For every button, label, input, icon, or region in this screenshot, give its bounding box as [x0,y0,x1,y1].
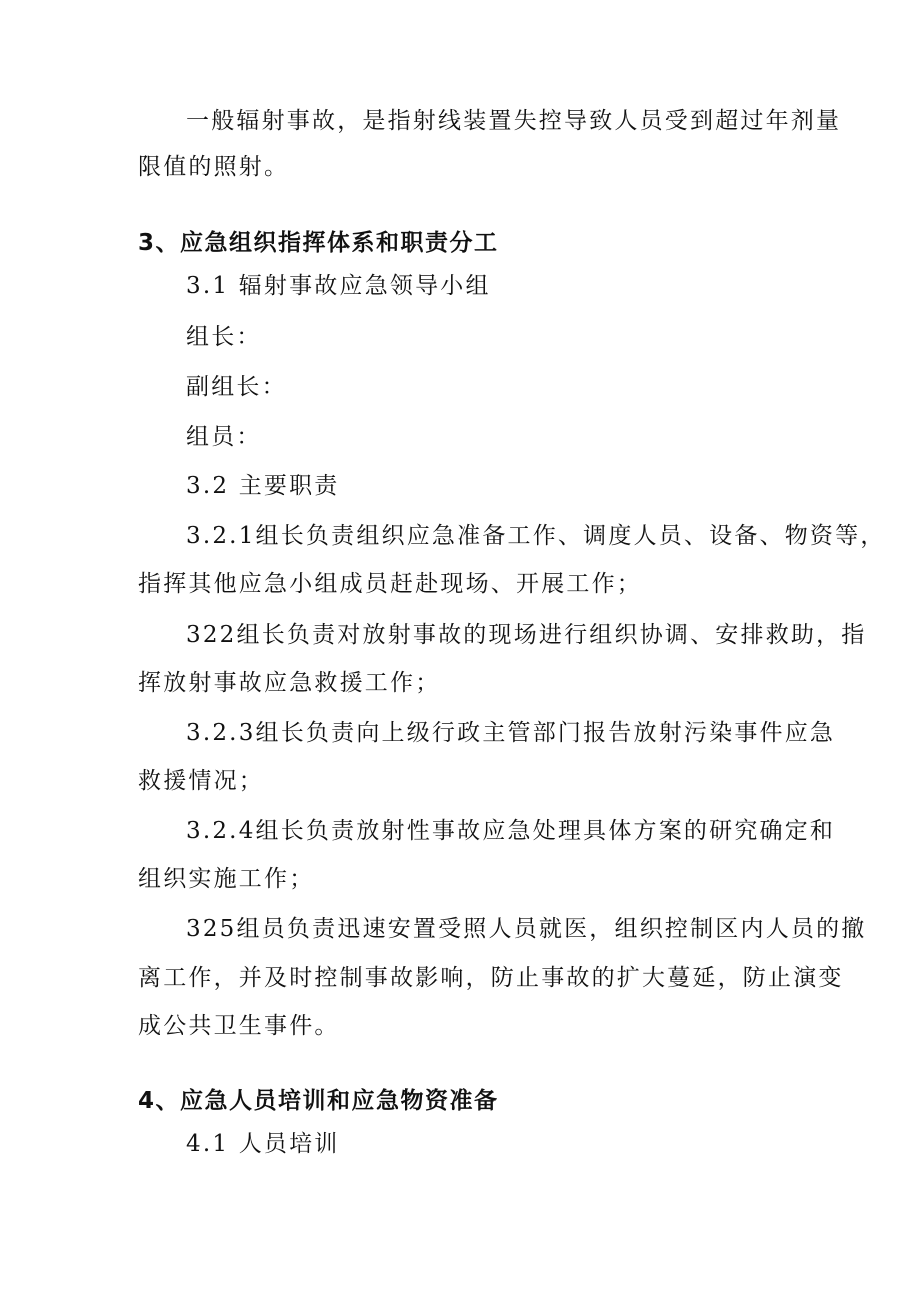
members-label: 组员： [186,424,262,450]
item-3-2-5-line-2: 离工作，并及时控制事故影响，防止事故的扩大蔓延，防止演变 [138,965,844,991]
item-3-2-3-line-2: 救援情况； [138,768,264,794]
item-3-2-5-line-3: 成公共卫生事件。 [138,1013,340,1039]
intro-line-2: 限值的照射。 [138,154,290,180]
subsection-3-2: 3.2 主要职责 [186,473,340,499]
section-3-heading: 3、应急组织指挥体系和职责分工 [138,230,499,256]
intro-line-1: 一般辐射事故，是指射线装置失控导致人员受到超过年剂量 [186,108,842,134]
item-3-2-4-line-1: 3.2.4组长负责放射性事故应急处理具体方案的研究确定和 [186,818,836,844]
item-3-2-1-line-2: 指挥其他应急小组成员赶赴现场、开展工作； [138,571,642,597]
deputy-leader-label: 副组长： [186,374,287,400]
item-3-2-2-line-2: 挥放射事故应急救援工作； [138,670,441,696]
item-3-2-2-line-1: 322组长负责对放射事故的现场进行组织协调、安排救助，指 [186,622,867,648]
section-4-heading: 4、应急人员培训和应急物资准备 [138,1088,499,1114]
subsection-4-1: 4.1 人员培训 [186,1131,340,1157]
subsection-3-1: 3.1 辐射事故应急领导小组 [186,273,491,299]
item-3-2-4-line-2: 组织实施工作； [138,866,315,892]
item-3-2-3-line-1: 3.2.3组长负责向上级行政主管部门报告放射污染事件应急 [186,720,836,746]
leader-label: 组长： [186,324,262,350]
item-3-2-5-line-1: 325组员负责迅速安置受照人员就医，组织控制区内人员的撤 [186,916,867,942]
item-3-2-1-line-1: 3.2.1组长负责组织应急准备工作、调度人员、设备、物资等， [186,523,886,549]
